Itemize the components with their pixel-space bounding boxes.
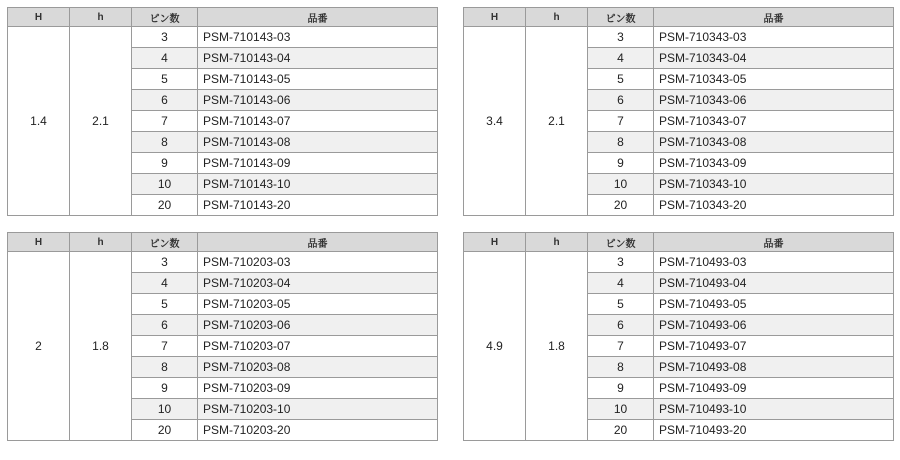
part-number-cell: PSM-710343-04 bbox=[654, 48, 894, 69]
part-number-cell: PSM-710493-06 bbox=[654, 315, 894, 336]
part-number-cell: PSM-710143-05 bbox=[198, 69, 438, 90]
part-number-cell: PSM-710203-06 bbox=[198, 315, 438, 336]
part-number-cell: PSM-710493-08 bbox=[654, 357, 894, 378]
part-number-cell: PSM-710343-09 bbox=[654, 153, 894, 174]
pin-count-cell: 9 bbox=[588, 378, 654, 399]
value-h: 1.8 bbox=[526, 252, 588, 441]
part-number-cell: PSM-710143-08 bbox=[198, 132, 438, 153]
value-h: 1.8 bbox=[70, 252, 132, 441]
pin-count-cell: 4 bbox=[132, 273, 198, 294]
pin-count-cell: 5 bbox=[132, 294, 198, 315]
part-number-cell: PSM-710143-07 bbox=[198, 111, 438, 132]
pin-count-cell: 6 bbox=[588, 90, 654, 111]
part-number-cell: PSM-710493-03 bbox=[654, 252, 894, 273]
pin-count-cell: 5 bbox=[588, 294, 654, 315]
pin-count-cell: 8 bbox=[132, 132, 198, 153]
part-number-cell: PSM-710203-03 bbox=[198, 252, 438, 273]
header-H: H bbox=[8, 8, 70, 27]
pin-count-cell: 9 bbox=[132, 153, 198, 174]
header-part-number: 品番 bbox=[198, 8, 438, 27]
spec-table-4 bbox=[463, 232, 894, 441]
value-H: 2 bbox=[8, 252, 70, 441]
part-number-cell: PSM-710203-20 bbox=[198, 420, 438, 441]
part-number-cell: PSM-710203-05 bbox=[198, 294, 438, 315]
table-row bbox=[8, 27, 438, 48]
part-number-cell: PSM-710203-07 bbox=[198, 336, 438, 357]
spec-table-3 bbox=[7, 232, 438, 441]
pin-count-cell: 7 bbox=[588, 111, 654, 132]
spec-table-1 bbox=[7, 7, 438, 216]
part-number-cell: PSM-710143-09 bbox=[198, 153, 438, 174]
pin-count-cell: 4 bbox=[588, 273, 654, 294]
pin-count-cell: 10 bbox=[588, 399, 654, 420]
table-row bbox=[464, 27, 894, 48]
header-h: h bbox=[526, 233, 588, 252]
part-number-cell: PSM-710343-08 bbox=[654, 132, 894, 153]
header-h: h bbox=[70, 233, 132, 252]
part-number-cell: PSM-710493-09 bbox=[654, 378, 894, 399]
pin-count-cell: 9 bbox=[132, 378, 198, 399]
pin-count-cell: 20 bbox=[588, 420, 654, 441]
part-number-cell: PSM-710203-09 bbox=[198, 378, 438, 399]
pin-count-cell: 8 bbox=[132, 357, 198, 378]
value-h: 2.1 bbox=[70, 27, 132, 216]
header-row bbox=[464, 233, 894, 252]
pin-count-cell: 10 bbox=[588, 174, 654, 195]
header-row bbox=[8, 233, 438, 252]
pin-count-cell: 8 bbox=[588, 357, 654, 378]
table-row bbox=[8, 252, 438, 273]
part-number-cell: PSM-710493-10 bbox=[654, 399, 894, 420]
part-number-cell: PSM-710143-06 bbox=[198, 90, 438, 111]
header-part-number: 品番 bbox=[654, 233, 894, 252]
part-number-cell: PSM-710493-04 bbox=[654, 273, 894, 294]
header-pin-count: ピン数 bbox=[132, 233, 198, 252]
part-number-cell: PSM-710493-07 bbox=[654, 336, 894, 357]
part-number-cell: PSM-710343-10 bbox=[654, 174, 894, 195]
part-number-cell: PSM-710203-10 bbox=[198, 399, 438, 420]
part-number-cell: PSM-710343-03 bbox=[654, 27, 894, 48]
table-row bbox=[464, 252, 894, 273]
value-H: 3.4 bbox=[464, 27, 526, 216]
part-number-cell: PSM-710203-08 bbox=[198, 357, 438, 378]
pin-count-cell: 20 bbox=[132, 420, 198, 441]
part-number-cell: PSM-710343-05 bbox=[654, 69, 894, 90]
pin-count-cell: 10 bbox=[132, 174, 198, 195]
pin-count-cell: 6 bbox=[132, 90, 198, 111]
pin-count-cell: 3 bbox=[132, 27, 198, 48]
part-number-cell: PSM-710343-07 bbox=[654, 111, 894, 132]
header-row bbox=[8, 8, 438, 27]
pin-count-cell: 7 bbox=[588, 336, 654, 357]
value-H: 1.4 bbox=[8, 27, 70, 216]
pin-count-cell: 6 bbox=[588, 315, 654, 336]
pin-count-cell: 7 bbox=[132, 336, 198, 357]
header-H: H bbox=[464, 233, 526, 252]
value-h: 2.1 bbox=[526, 27, 588, 216]
pin-count-cell: 3 bbox=[588, 252, 654, 273]
header-H: H bbox=[464, 8, 526, 27]
header-h: h bbox=[70, 8, 132, 27]
pin-count-cell: 4 bbox=[588, 48, 654, 69]
part-number-cell: PSM-710203-04 bbox=[198, 273, 438, 294]
pin-count-cell: 9 bbox=[588, 153, 654, 174]
pin-count-cell: 3 bbox=[132, 252, 198, 273]
part-number-cell: PSM-710143-04 bbox=[198, 48, 438, 69]
part-number-cell: PSM-710143-10 bbox=[198, 174, 438, 195]
pin-count-cell: 20 bbox=[588, 195, 654, 216]
spec-table-2 bbox=[463, 7, 894, 216]
pin-count-cell: 4 bbox=[132, 48, 198, 69]
pin-count-cell: 5 bbox=[588, 69, 654, 90]
header-part-number: 品番 bbox=[198, 233, 438, 252]
header-pin-count: ピン数 bbox=[132, 8, 198, 27]
header-row bbox=[464, 8, 894, 27]
pin-count-cell: 6 bbox=[132, 315, 198, 336]
part-number-cell: PSM-710143-03 bbox=[198, 27, 438, 48]
pin-count-cell: 20 bbox=[132, 195, 198, 216]
pin-count-cell: 3 bbox=[588, 27, 654, 48]
header-H: H bbox=[8, 233, 70, 252]
part-number-cell: PSM-710493-20 bbox=[654, 420, 894, 441]
header-pin-count: ピン数 bbox=[588, 8, 654, 27]
part-number-cell: PSM-710343-06 bbox=[654, 90, 894, 111]
part-number-cell: PSM-710343-20 bbox=[654, 195, 894, 216]
part-number-cell: PSM-710143-20 bbox=[198, 195, 438, 216]
value-H: 4.9 bbox=[464, 252, 526, 441]
part-number-cell: PSM-710493-05 bbox=[654, 294, 894, 315]
pin-count-cell: 8 bbox=[588, 132, 654, 153]
header-part-number: 品番 bbox=[654, 8, 894, 27]
header-pin-count: ピン数 bbox=[588, 233, 654, 252]
pin-count-cell: 10 bbox=[132, 399, 198, 420]
pin-count-cell: 7 bbox=[132, 111, 198, 132]
header-h: h bbox=[526, 8, 588, 27]
pin-count-cell: 5 bbox=[132, 69, 198, 90]
